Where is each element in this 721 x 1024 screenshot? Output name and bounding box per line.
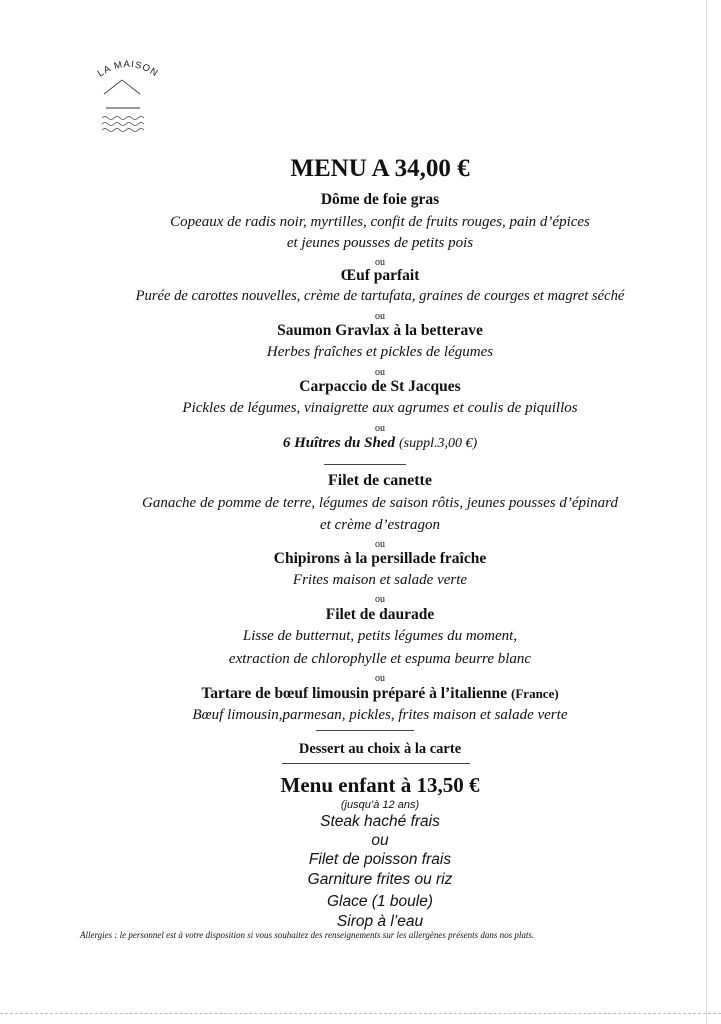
kids-item-4: Glace (1 boule): [327, 893, 433, 910]
main-4-origin: (France): [511, 686, 559, 701]
kids-item-5: Sirop à l’eau: [336, 913, 424, 930]
main-4: [0, 685, 721, 703]
section-divider: [316, 730, 414, 731]
menu-title: MENU A 34,00 €: [290, 155, 470, 182]
or-separator: ou: [375, 673, 385, 684]
starter-3-desc: Herbes fraîches et pickles de légumes: [266, 344, 494, 360]
kids-item-3: Garniture frites ou riz: [307, 871, 453, 888]
dessert-line: Dessert au choix à la carte: [298, 741, 462, 757]
svg-text:LA MAISON: [96, 59, 161, 79]
main-1-desc-line2: et crème d’estragon: [320, 517, 440, 533]
starter-2-desc: Purée de carottes nouvelles, crème de tartufata, graines de courges et magret séché: [135, 288, 625, 304]
main-3-desc-line1: Lisse de butternut, petits légumes du moment,: [242, 628, 518, 644]
main-1-name: Filet de canette: [328, 472, 432, 489]
starter-4-desc: Pickles de légumes, vinaigrette aux agrumes et coulis de piquillos: [182, 400, 578, 416]
section-divider: [282, 763, 470, 764]
main-2-name: Chipirons à la persillade fraîche: [273, 550, 487, 567]
page-bottom-edge: [0, 1013, 721, 1014]
main-4-desc: Bœuf limousin,parmesan, pickles, frites maison et salade verte: [192, 707, 568, 723]
section-divider: [324, 464, 406, 465]
main-3-desc-line2: extraction de chlorophylle et espuma beurre blanc: [228, 651, 532, 667]
or-separator: ou: [375, 367, 385, 378]
main-2-desc: Frites maison et salade verte: [292, 572, 468, 588]
main-4-name: Tartare de bœuf limousin préparé à l’italienne: [201, 685, 508, 702]
or-separator: ou: [375, 311, 385, 322]
or-separator: ou: [375, 594, 385, 605]
logo-text: LA MAISON: [95, 58, 161, 80]
kids-menu-title: Menu enfant à 13,50 €: [280, 773, 480, 797]
starter-1-name: Dôme de foie gras: [320, 191, 440, 208]
starter-5-supplement: (suppl.3,00 €): [398, 436, 478, 451]
starter-5-name: 6 Huîtres du Shed: [282, 435, 395, 451]
logo-emblem-icon: [88, 52, 168, 142]
main-3-name: Filet de daurade: [325, 606, 435, 623]
or-separator: ou: [375, 539, 385, 550]
starter-5: [0, 434, 721, 452]
scan-edge-line: [706, 0, 707, 1024]
kids-item-2: Filet de poisson frais: [308, 851, 452, 868]
starter-1-desc-line2: et jeunes pousses de petits pois: [286, 235, 474, 251]
kids-or-separator: ou: [371, 832, 389, 849]
restaurant-logo: [88, 52, 168, 142]
or-separator: ou: [375, 257, 385, 268]
kids-menu-age: (jusqu’à 12 ans): [340, 799, 420, 811]
starter-1-desc-line1: Copeaux de radis noir, myrtilles, confit de fruits rouges, pain d’épices: [170, 214, 590, 230]
or-separator: ou: [375, 423, 385, 434]
kids-item-1: Steak haché frais: [320, 813, 440, 830]
allergy-notice: Allergies : le personnel est à votre disposition si vous souhaitez des renseignements sur les allergènes présents dans nos plats.: [80, 930, 535, 940]
starter-2-name: Œuf parfait: [340, 267, 420, 284]
main-1-desc-line1: Ganache de pomme de terre, légumes de saison rôtis, jeunes pousses d’épinard: [142, 495, 618, 511]
starter-3-name: Saumon Gravlax à la betterave: [277, 322, 483, 339]
starter-4-name: Carpaccio de St Jacques: [299, 378, 461, 395]
